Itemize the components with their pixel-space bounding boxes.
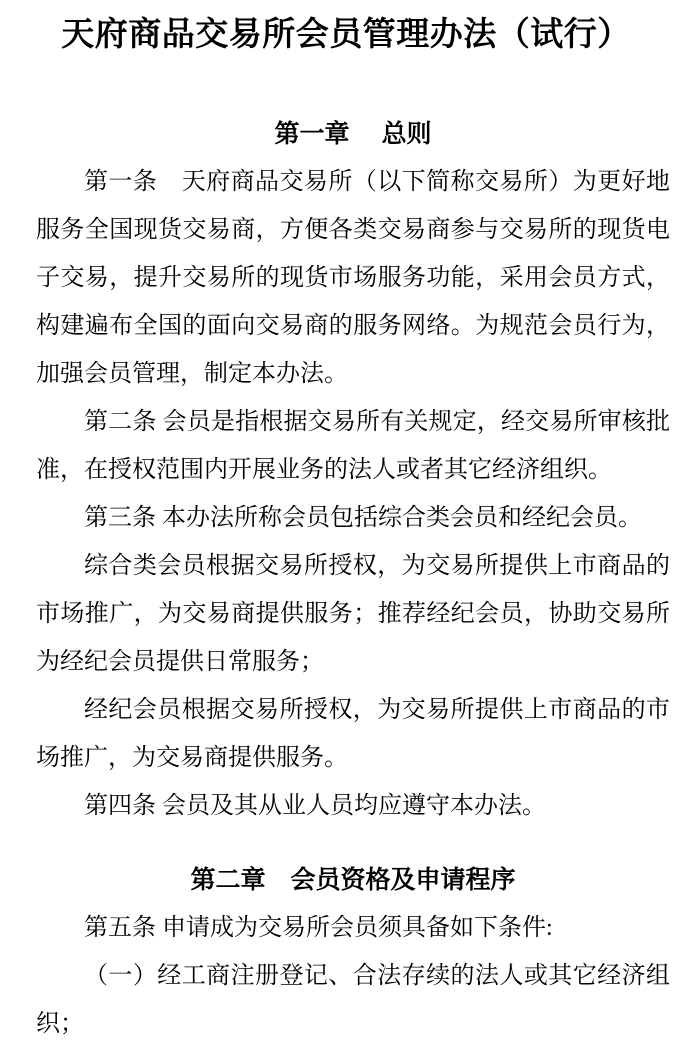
document-title: 天府商品交易所会员管理办法（试行） bbox=[61, 17, 631, 53]
chapter-heading: 第一章 总则 bbox=[274, 120, 432, 148]
paragraph: 第一条 天府商品交易所（以下简称交易所）为更好地服务全国现货交易商，方便各类交易商参与交易所的现货电子交易，提升交易所的现货市场服务功能，采用会员方式，构建遍布全国的面向交易商的服务网络。为规范会员行为，加强会员管理，制定本办法。 bbox=[36, 169, 670, 387]
paragraph: 第三条 本办法所称会员包括综合类会员和经纪会员。 bbox=[84, 505, 642, 531]
chapter-heading: 第二章 会员资格及申请程序 bbox=[190, 866, 516, 894]
document-page bbox=[0, 12, 692, 1059]
paragraph: 综合类会员根据交易所授权，为交易所提供上市商品的市场推广，为交易商提供服务；推荐经纪会员，协助交易所为经纪会员提供日常服务； bbox=[36, 553, 670, 675]
paragraph: 第二条 会员是指根据交易所有关规定，经交易所审核批准，在授权范围内开展业务的法人或者其它经济组织。 bbox=[36, 409, 670, 483]
document-page bbox=[0, 12, 692, 1059]
document-body bbox=[0, 110, 692, 1048]
paragraph: 第五条 申请成为交易所会员须具备如下条件: bbox=[84, 915, 553, 941]
paragraph: 第四条 会员及其从业人员均应遵守本办法。 bbox=[84, 793, 546, 819]
paragraph: （一）经工商注册登记、合法存续的法人或其它经济组织； bbox=[36, 963, 670, 1037]
paragraph: 经纪会员根据交易所授权，为交易所提供上市商品的市场推广，为交易商提供服务。 bbox=[36, 697, 670, 771]
